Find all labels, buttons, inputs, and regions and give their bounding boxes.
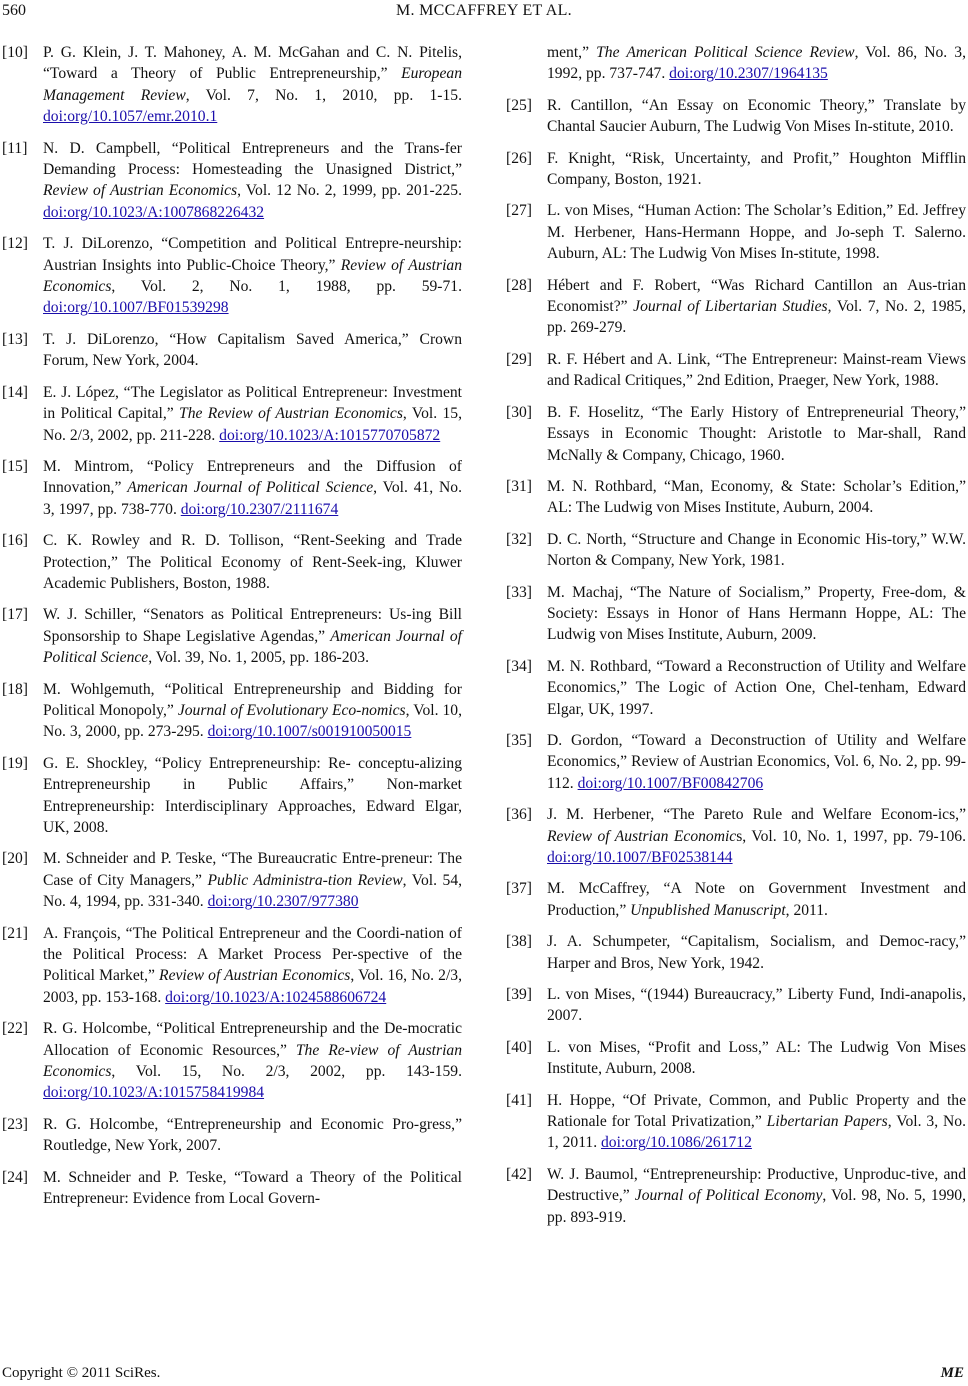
reference-text: G. E. Shockley, “Policy Entrepreneurship: Re- conceptu-alizing Entrepreneurship in Public Affairs,” Non-market Entrepreneurship: Interdisciplinary Approaches, Edward Elgar, UK, 2008. <box>43 754 462 836</box>
reference-item <box>2 604 462 668</box>
reference-item <box>506 349 966 392</box>
reference-source-title: Unpublished Manuscript <box>630 901 786 919</box>
reference-details: , 2011. <box>785 901 828 919</box>
reference-number: [38] <box>506 933 532 951</box>
reference-number: [12] <box>2 235 28 253</box>
reference-text: C. K. Rowley and R. D. Tollison, “Rent-Seeking and Trade Protection,” The Political Economy of Rent-Seek-ing, Kluwer Academic Publishers, Boston, 1988. <box>43 532 462 592</box>
reference-number: [32] <box>506 530 532 548</box>
doi-link[interactable]: doi:org/10.1007/BF02538144 <box>547 849 733 866</box>
reference-text: D. C. North, “Structure and Change in Economic His-tory,” W.W. Norton & Company, New York, 1981. <box>547 530 966 570</box>
reference-number: [22] <box>2 1020 28 1038</box>
reference-text: M. Wohlgemuth, “Political Entrepreneurship and Bidding for Political Monopoly,” <box>43 680 462 719</box>
reference-item <box>2 382 462 446</box>
doi-link[interactable]: doi:org/10.1023/A:1015770705872 <box>219 426 441 444</box>
reference-details: , Vol. 10, No. 3, 2000, pp. 273-295. <box>43 701 462 741</box>
reference-text: R. F. Hébert and A. Link, “The Entrepreneur: Mainst-ream Views and Radical Critiques,” 2nd Edition, Praeger, New York, 1988. <box>547 350 966 390</box>
reference-text: B. F. Hoselitz, “The Early History of Entrepreneurial Theory,” Essays in Economic Thought: Aristotle to Mar-shall, Rand McNally & Company, Chicago, 1960. <box>547 403 966 464</box>
reference-source-title: Libertarian Papers <box>766 1113 888 1131</box>
reference-number: [40] <box>506 1038 532 1056</box>
reference-text: D. Gordon, “Toward a Deconstruction of Utility and Welfare Economics,” Review of Austrian Economics, Vol. 6, No. 2, pp. 99-112. <box>547 731 966 792</box>
reference-source-title: Review of Austrian Economics <box>43 182 238 200</box>
reference-text: M. Mintrom, “Policy Entrepreneurs and the Diffusion of Innovation,” <box>43 457 462 497</box>
reference-text: M. McCaffrey, “A Note on Government Investment and Production,” <box>547 880 966 919</box>
reference-source-title: The Review of Austrian Economics <box>179 405 403 423</box>
reference-number: [25] <box>506 96 532 114</box>
reference-number: [15] <box>2 457 28 475</box>
reference-item <box>506 1164 966 1228</box>
reference-item <box>2 530 462 594</box>
reference-source-title: American Journal of Political Science <box>127 479 374 497</box>
reference-item <box>506 275 966 339</box>
reference-text: L. von Mises, “(1944) Bureaucracy,” Liberty Fund, Indi-anapolis, 2007. <box>547 986 966 1025</box>
reference-source-title: American Journal of Political Science <box>43 627 462 667</box>
reference-details: , Vol. 7, No. 1, 2010, pp. 1-15. <box>185 86 462 104</box>
reference-text: M. N. Rothbard, “Toward a Reconstruction of Utility and Welfare Economics,” The Logic of Action One, Chel-tenham, Edward Elgar, UK, 1997. <box>547 657 966 718</box>
reference-text: W. J. Schiller, “Senators as Political Entrepreneurs: Us-ing Bill Sponsorship to Shape Legislative Agendas,” <box>43 606 462 645</box>
doi-link[interactable]: doi:org/10.1057/emr.2010.1 <box>43 108 218 126</box>
reference-text: N. D. Campbell, “Political Entrepreneurs and the Trans-fer Demanding Process: Homesteading the Unasigned District,” <box>43 139 462 179</box>
reference-number: [10] <box>2 44 28 61</box>
reference-item <box>2 42 462 128</box>
reference-number: [19] <box>2 754 28 772</box>
reference-item <box>506 804 966 868</box>
reference-number: [31] <box>506 477 532 495</box>
reference-text: J. A. Schumpeter, “Capitalism, Socialism, and Democ-racy,” Harper and Bros, New York, 1942. <box>547 933 966 972</box>
reference-item <box>506 582 966 646</box>
reference-item <box>2 1018 462 1104</box>
reference-item <box>506 42 966 85</box>
reference-text: ment,” <box>547 44 597 61</box>
reference-text: E. J. López, “The Legislator as Political Entrepreneur: Investment in Political Capital,” <box>43 383 462 423</box>
reference-number: [24] <box>2 1168 28 1186</box>
reference-text: F. Knight, “Risk, Uncertainty, and Profit,” Houghton Mifflin Company, Boston, 1921. <box>547 149 966 189</box>
doi-link[interactable]: doi:org/10.1023/A:1007868226432 <box>43 203 265 221</box>
reference-source-title: Journal of Evolutionary Eco-nomics <box>177 701 406 719</box>
reference-details: , Vol. 39, No. 1, 2005, pp. 186-203. <box>148 649 369 667</box>
reference-text: M. Machaj, “The Nature of Socialism,” Property, Free-dom, & Society: Essays in Honor of Hans Hermann Hoppe, AL: The Ludwig von Mises Institute, Auburn, 2009. <box>547 583 966 644</box>
reference-number: [37] <box>506 880 532 898</box>
reference-number: [30] <box>506 403 532 421</box>
reference-item <box>2 456 462 520</box>
reference-item <box>2 233 462 319</box>
reference-number: [36] <box>506 806 532 824</box>
reference-item <box>506 402 966 466</box>
reference-details: , Vol. 7, No. 2, 1985, pp. 269-279. <box>547 298 966 337</box>
doi-link[interactable]: doi:org/10.2307/2111674 <box>180 500 339 518</box>
reference-item <box>506 200 966 264</box>
reference-details: , Vol. 15, No. 2/3, 2002, pp. 143-159. <box>111 1063 462 1081</box>
reference-item <box>506 878 966 921</box>
reference-details: , Vol. 54, No. 4, 1994, pp. 331-340. <box>43 871 463 911</box>
reference-source-title: Review of Austrian Economics <box>159 967 351 985</box>
reference-details: , Vol. 15, No. 2/3, 2002, pp. 211-228. <box>43 405 462 444</box>
reference-details: , Vol. 2, No. 1, 1988, pp. 59-71. <box>111 278 462 296</box>
reference-number: [35] <box>506 731 532 749</box>
reference-number: [26] <box>506 149 532 167</box>
reference-number: [39] <box>506 986 532 1004</box>
reference-item <box>506 1037 966 1080</box>
reference-source-title: European Management Review <box>43 65 462 104</box>
reference-number: [29] <box>506 350 532 368</box>
reference-number: [11] <box>2 139 28 157</box>
reference-details: , Vol. 12 No. 2, 1999, pp. 201-225. <box>237 182 462 200</box>
running-head: M. MCCAFFREY ET AL. <box>396 2 572 19</box>
reference-item <box>2 329 462 372</box>
reference-item <box>506 931 966 974</box>
reference-source-title: Journal of Political Economy <box>634 1187 823 1205</box>
reference-details: , Vol. 41, No. 3, 1997, pp. 738-770. <box>43 479 462 518</box>
reference-text: T. J. DiLorenzo, “How Capitalism Saved America,” Crown Forum, New York, 2004. <box>43 330 462 370</box>
reference-details: , Vol. 98, No. 5, 1990, pp. 893-919. <box>547 1187 966 1226</box>
reference-number: [14] <box>2 383 28 401</box>
reference-details: s, Vol. 10, No. 1, 1997, pp. 79-106. <box>736 827 966 845</box>
reference-number: [28] <box>506 276 532 294</box>
reference-item <box>2 753 462 839</box>
reference-source-title: The Re-view of Austrian Economics <box>43 1041 462 1081</box>
reference-text: W. J. Baumol, “Entrepreneurship: Productive, Unproduc-tive, and Destructive,” <box>547 1165 966 1205</box>
reference-text: P. G. Klein, J. T. Mahoney, A. M. McGahan and C. N. Pitelis, “Toward a Theory of Public Entrepreneurship,” <box>43 44 462 83</box>
reference-number: [34] <box>506 657 532 675</box>
reference-item <box>2 679 462 743</box>
doi-link[interactable]: doi:org/10.1007/s001910050015 <box>207 723 412 741</box>
reference-source-title: Public Administra-tion Review <box>207 871 403 889</box>
reference-number: [23] <box>2 1115 28 1133</box>
reference-item <box>506 148 966 191</box>
reference-item <box>2 848 462 912</box>
copyright-notice: Copyright © 2011 SciRes. <box>2 1365 161 1381</box>
reference-text: J. M. Herbener, “The Pareto Rule and Welfare Econom-ics,” <box>547 806 966 824</box>
reference-number: [41] <box>506 1091 532 1109</box>
reference-details: , Vol. 86, No. 3, 1992, pp. 737-747. <box>547 44 967 83</box>
reference-number: [16] <box>2 532 28 550</box>
reference-text: H. Hoppe, “Of Private, Common, and Public Property and the Rationale for Total Privatization,” <box>547 1091 966 1131</box>
reference-details: , Vol. 3, No. 1, 2011. <box>547 1113 966 1152</box>
reference-source-title: Review of Austrian Economics <box>43 256 463 296</box>
reference-item <box>2 138 462 224</box>
reference-text: Hébert and F. Robert, “Was Richard Cantillon an Aus-trian Economist?” <box>547 276 966 316</box>
reference-text: R. Cantillon, “An Essay on Economic Theory,” Translate by Chantal Saucier Auburn, The Ludwig Von Mises In-stitute, 2010. <box>547 96 966 136</box>
reference-number: [18] <box>2 680 28 698</box>
reference-item <box>506 95 966 138</box>
doi-link[interactable]: doi:org/10.1007/BF00842706 <box>577 774 764 792</box>
reference-number: [20] <box>2 850 28 868</box>
reference-item <box>506 656 966 720</box>
reference-item <box>506 529 966 572</box>
doi-link[interactable]: doi:org/10.1086/261712 <box>601 1134 752 1152</box>
reference-text: M. Schneider and P. Teske, “The Bureaucratic Entre-preneur: The Case of City Managers,” <box>43 850 462 889</box>
reference-number: [21] <box>2 924 28 942</box>
reference-column-right <box>506 42 966 1238</box>
reference-item <box>2 1114 462 1157</box>
reference-text: L. von Mises, “Profit and Loss,” AL: The Ludwig Von Mises Institute, Auburn, 2008. <box>547 1038 966 1078</box>
reference-number: [13] <box>2 330 28 348</box>
reference-item <box>506 476 966 519</box>
reference-item <box>506 1090 966 1154</box>
doi-link[interactable]: doi:org/10.1023/A:1015758419984 <box>43 1084 265 1102</box>
reference-source-title: Journal of Libertarian Studies <box>633 298 828 316</box>
reference-number: [17] <box>2 606 28 624</box>
doi-link[interactable]: doi:org/10.2307/1964135 <box>669 65 828 83</box>
reference-text: R. G. Holcombe, “Entrepreneurship and Economic Pro-gress,” Routledge, New York, 2007. <box>43 1115 462 1155</box>
reference-number: [27] <box>506 202 532 220</box>
reference-text: L. von Mises, “Human Action: The Scholar’s Edition,” Ed. Jeffrey M. Herbener, Hans-Hermann Hoppe, and Jo-seph T. Salerno. Auburn, AL: The Ludwig Von Mises In-stitute, 1998. <box>547 202 966 263</box>
reference-source-title: The American Political Science Review <box>596 44 855 61</box>
page-number: 560 <box>2 2 26 19</box>
reference-text: T. J. DiLorenzo, “Competition and Political Entrepre-neurship: Austrian Insights into Public-Choice Theory,” <box>43 235 462 274</box>
reference-item <box>506 730 966 794</box>
reference-number: [33] <box>506 583 532 601</box>
reference-column-left <box>2 42 462 1220</box>
reference-item <box>506 984 966 1027</box>
reference-item <box>2 923 462 1009</box>
doi-link[interactable]: doi:org/10.1007/BF01539298 <box>43 299 229 317</box>
reference-source-title: Review of Austrian Economic <box>547 827 737 845</box>
reference-text: R. G. Holcombe, “Political Entrepreneurship and the De-mocratic Allocation of Economic Resources,” <box>43 1020 462 1059</box>
doi-link[interactable]: doi:org/10.1023/A:1024588606724 <box>165 988 387 1006</box>
journal-abbrev: ME <box>940 1365 964 1381</box>
reference-number: [42] <box>506 1165 532 1183</box>
reference-item <box>2 1167 462 1210</box>
doi-link[interactable]: doi:org/10.2307/977380 <box>207 893 359 911</box>
reference-text: M. Schneider and P. Teske, “Toward a Theory of the Political Entrepreneur: Evidence from Local Govern- <box>43 1168 462 1208</box>
reference-details: , Vol. 16, No. 2/3, 2003, pp. 153-168. <box>43 967 462 1006</box>
reference-text: M. N. Rothbard, “Man, Economy, & State: Scholar’s Edition,” AL: The Ludwig von Mises Institute, Auburn, 2004. <box>547 477 966 517</box>
reference-text: A. François, “The Political Entrepreneur and the Coordi-nation of the Political Process: A Market Process Per-spective of the Political Market,” <box>43 924 462 985</box>
